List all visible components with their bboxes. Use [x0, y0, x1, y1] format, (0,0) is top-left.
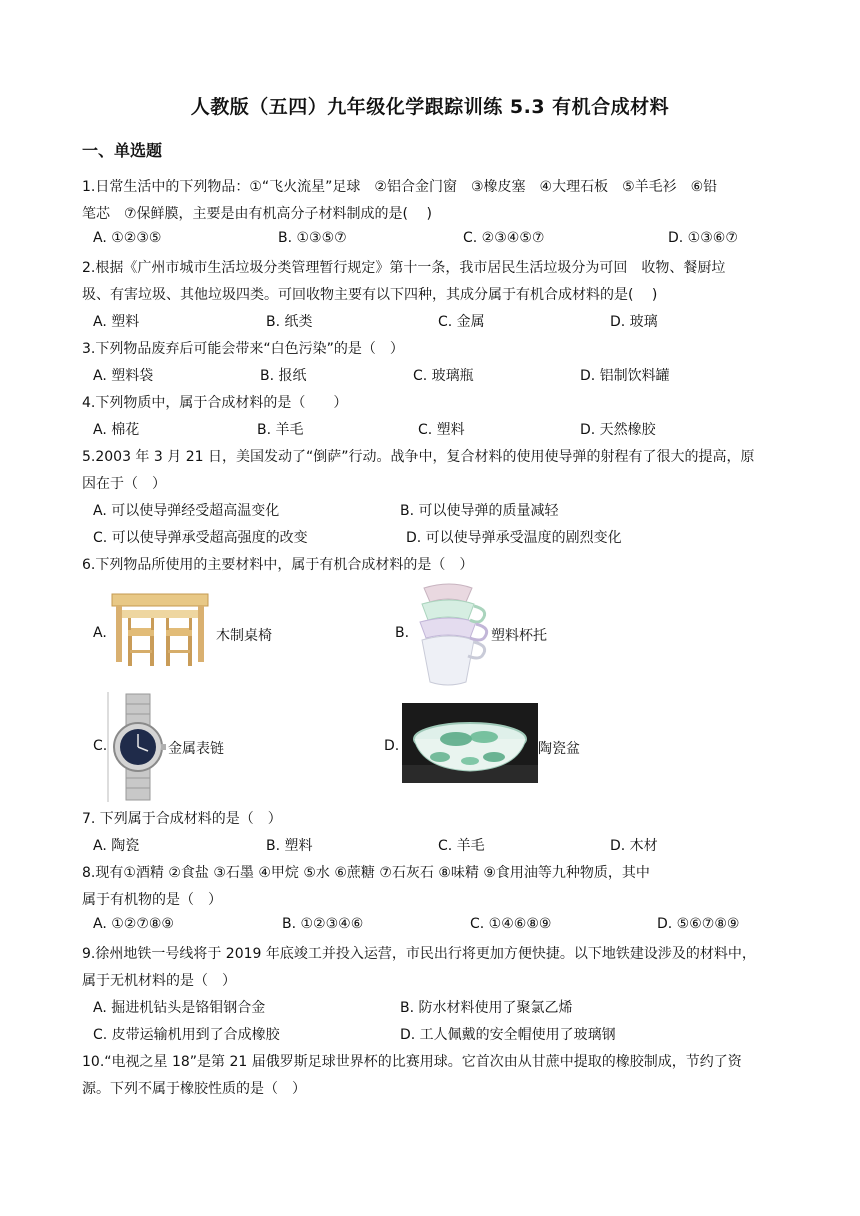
question-4-option-c: C. 塑料: [418, 422, 465, 438]
question-2-line-1: 2.根据《广州市城市生活垃圾分类管理暂行规定》第十一条，我市居民生活垃圾分为可回 收物、餐厨垃: [82, 260, 726, 276]
question-5-option-a: A. 可以使导弹经受超高温变化: [93, 503, 280, 519]
question-2-option-a: A. 塑料: [93, 314, 140, 330]
question-6-line-1: 6.下列物品所使用的主要材料中，属于有机合成材料的是（ ）: [82, 557, 474, 573]
question-1-option-b: B. ①③⑤⑦: [278, 230, 347, 246]
question-6-option-c-caption: 金属表链: [168, 741, 224, 757]
question-5-option-b: B. 可以使导弹的质量减轻: [400, 503, 559, 519]
question-4-option-b: B. 羊毛: [257, 422, 304, 438]
section-heading: 一、单选题: [82, 141, 163, 160]
question-5-line-2: 因在于（ ）: [82, 476, 166, 492]
question-1-line-2: 笔芯 ⑦保鲜膜，主要是由有机高分子材料制成的是( ): [82, 206, 432, 222]
question-8-line-2: 属于有机物的是（ ）: [82, 892, 222, 908]
question-10-line-2: 源。下列不属于橡胶性质的是（ ）: [82, 1081, 306, 1097]
question-5-option-c: C. 可以使导弹承受超高强度的改变: [93, 530, 308, 546]
question-7-option-d: D. 木材: [610, 838, 658, 854]
question-8-line-1: 8.现有①酒精 ②食盐 ③石墨 ④甲烷 ⑤水 ⑥蔗糖 ⑦石灰石 ⑧味精 ⑨食用油等九种物质，其中: [82, 865, 650, 881]
question-3-option-a: A. 塑料袋: [93, 368, 154, 384]
plastic-cup-holder-image: [408, 580, 492, 688]
document-title: 人教版（五四）九年级化学跟踪训练 5.3 有机合成材料: [190, 96, 670, 118]
ceramic-bowl-image: [402, 703, 538, 783]
question-2-option-b: B. 纸类: [266, 314, 313, 330]
question-6-option-d-caption: 陶瓷盆: [538, 741, 580, 757]
question-3-option-d: D. 铝制饮料罐: [580, 368, 670, 384]
question-6-option-b-letter: B.: [395, 625, 410, 641]
question-7-option-b: B. 塑料: [266, 838, 313, 854]
question-8-option-c: C. ①④⑥⑧⑨: [470, 916, 552, 932]
question-9-option-b: B. 防水材料使用了聚氯乙烯: [400, 1000, 573, 1016]
question-1-option-d: D. ①③⑥⑦: [668, 230, 738, 246]
question-6-option-d-letter: D.: [384, 738, 400, 754]
metal-watch-image: [106, 692, 168, 802]
question-3-line-1: 3.下列物品废弃后可能会带来“白色污染”的是（ ）: [82, 341, 404, 357]
question-6-option-a-letter: A.: [93, 625, 107, 641]
question-10-line-1: 10.“电视之星 18”是第 21 届俄罗斯足球世界杯的比赛用球。它首次由从甘蔗中提取的橡胶制成，节约了资: [82, 1054, 742, 1070]
question-5-line-1: 5.2003 年 3 月 21 日，美国发动了“倒萨”行动。战争中，复合材料的使用使导弹的射程有了很大的提高，原: [82, 449, 755, 465]
question-6-option-b-caption: 塑料杯托: [491, 628, 547, 644]
question-9-line-2: 属于无机材料的是（ ）: [82, 973, 236, 989]
question-5-option-d: D. 可以使导弹承受温度的剧烈变化: [406, 530, 622, 546]
question-4-line-1: 4.下列物质中，属于合成材料的是（ ）: [82, 395, 348, 411]
question-2-option-c: C. 金属: [438, 314, 485, 330]
question-1-line-1: 1.日常生活中的下列物品：①“飞火流星”足球 ②铝合金门窗 ③橡皮塞 ④大理石板 ⑤羊毛衫 ⑥铅: [82, 179, 718, 195]
question-3-option-b: B. 报纸: [260, 368, 307, 384]
question-4-option-d: D. 天然橡胶: [580, 422, 656, 438]
question-7-option-a: A. 陶瓷: [93, 838, 140, 854]
question-8-option-d: D. ⑤⑥⑦⑧⑨: [657, 916, 740, 932]
question-2-line-2: 圾、有害垃圾、其他垃圾四类。可回收物主要有以下四种，其成分属于有机合成材料的是( ): [82, 287, 658, 303]
question-1-option-c: C. ②③④⑤⑦: [463, 230, 545, 246]
question-8-option-a: A. ①②⑦⑧⑨: [93, 916, 174, 932]
question-9-option-a: A. 掘进机钻头是铬钼钢合金: [93, 1000, 266, 1016]
question-9-option-c: C. 皮带运输机用到了合成橡胶: [93, 1027, 280, 1043]
question-2-option-d: D. 玻璃: [610, 314, 658, 330]
question-4-option-a: A. 棉花: [93, 422, 140, 438]
question-3-option-c: C. 玻璃瓶: [413, 368, 474, 384]
question-7-line-1: 7. 下列属于合成材料的是（ ）: [82, 811, 282, 827]
wooden-desk-chairs-image: [106, 588, 214, 672]
question-1-option-a: A. ①②③⑤: [93, 230, 162, 246]
question-7-option-c: C. 羊毛: [438, 838, 485, 854]
question-9-option-d: D. 工人佩戴的安全帽使用了玻璃钢: [400, 1027, 616, 1043]
question-9-line-1: 9.徐州地铁一号线将于 2019 年底竣工并投入运营，市民出行将更加方便快捷。以下地铁建设涉及的材料中，: [82, 946, 756, 962]
question-8-option-b: B. ①②③④⑥: [282, 916, 364, 932]
question-6-option-c-letter: C.: [93, 738, 108, 754]
question-6-option-a-caption: 木制桌椅: [216, 628, 272, 644]
